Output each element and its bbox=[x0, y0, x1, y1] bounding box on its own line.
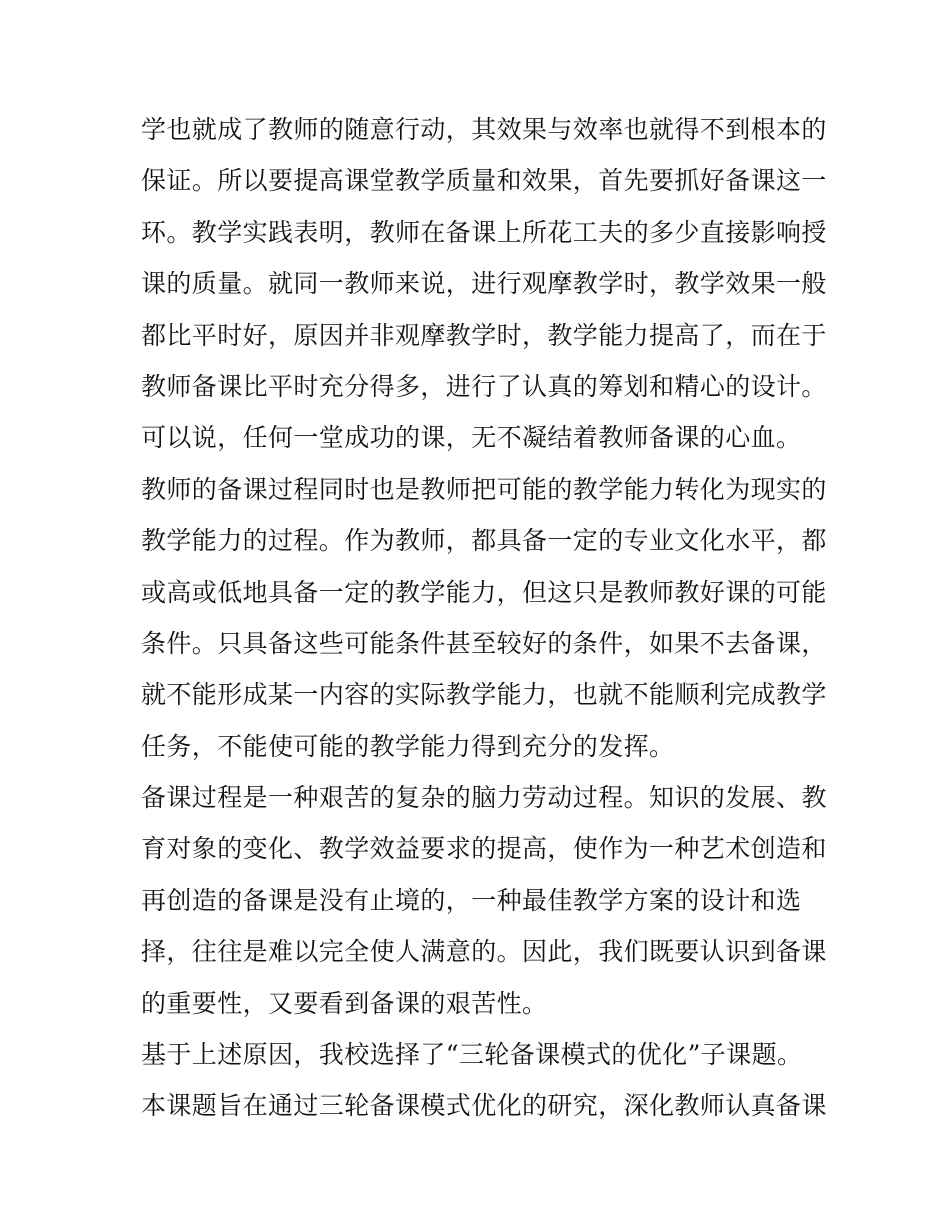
body-text bbox=[141, 104, 827, 1132]
text-line: 基于上述原因，我校选择了“三轮备课模式的优化”子课题。 bbox=[141, 1040, 803, 1070]
text-line: 都比平时好，原因并非观摩教学时，教学能力提高了，而在于 bbox=[141, 320, 827, 350]
text-line: 教学能力的过程。作为教师，都具备一定的专业文化水平，都 bbox=[141, 526, 827, 556]
text-line: 条件。只具备这些可能条件甚至较好的条件，如果不去备课， bbox=[141, 628, 827, 658]
text-line: 环。教学实践表明，教师在备课上所花工夫的多少直接影响授 bbox=[141, 217, 827, 247]
text-line: 任务，不能使可能的教学能力得到充分的发挥。 bbox=[141, 731, 675, 761]
text-line: 教师备课比平时充分得多，进行了认真的筹划和精心的设计。 bbox=[141, 371, 827, 401]
text-line: 本课题旨在通过三轮备课模式优化的研究，深化教师认真备课 bbox=[141, 1091, 827, 1121]
text-line: 保证。所以要提高课堂教学质量和效果，首先要抓好备课这一 bbox=[141, 166, 827, 196]
text-line: 再创造的备课是没有止境的，一种最佳教学方案的设计和选 bbox=[141, 885, 802, 915]
text-line: 育对象的变化、教学效益要求的提高，使作为一种艺术创造和 bbox=[141, 834, 827, 864]
text-line: 就不能形成某一内容的实际教学能力，也就不能顺利完成教学 bbox=[141, 680, 827, 710]
text-line: 学也就成了教师的随意行动，其效果与效率也就得不到根本的 bbox=[141, 115, 827, 144]
text-line: 备课过程是一种艰苦的复杂的脑力劳动过程。知识的发展、教 bbox=[141, 783, 827, 813]
text-line: 可以说，任何一堂成功的课，无不凝结着教师备课的心血。 bbox=[141, 423, 802, 453]
text-line: 择，往往是难以完全使人满意的。因此，我们既要认识到备课 bbox=[141, 937, 827, 967]
text-line: 课的质量。就同一教师来说，进行观摩教学时，教学效果一般 bbox=[141, 269, 827, 299]
text-line: 或高或低地具备一定的教学能力，但这只是教师教好课的可能 bbox=[141, 577, 827, 607]
text-line: 教师的备课过程同时也是教师把可能的教学能力转化为现实的 bbox=[141, 474, 827, 504]
text-line: 的重要性，又要看到备课的艰苦性。 bbox=[141, 988, 548, 1018]
